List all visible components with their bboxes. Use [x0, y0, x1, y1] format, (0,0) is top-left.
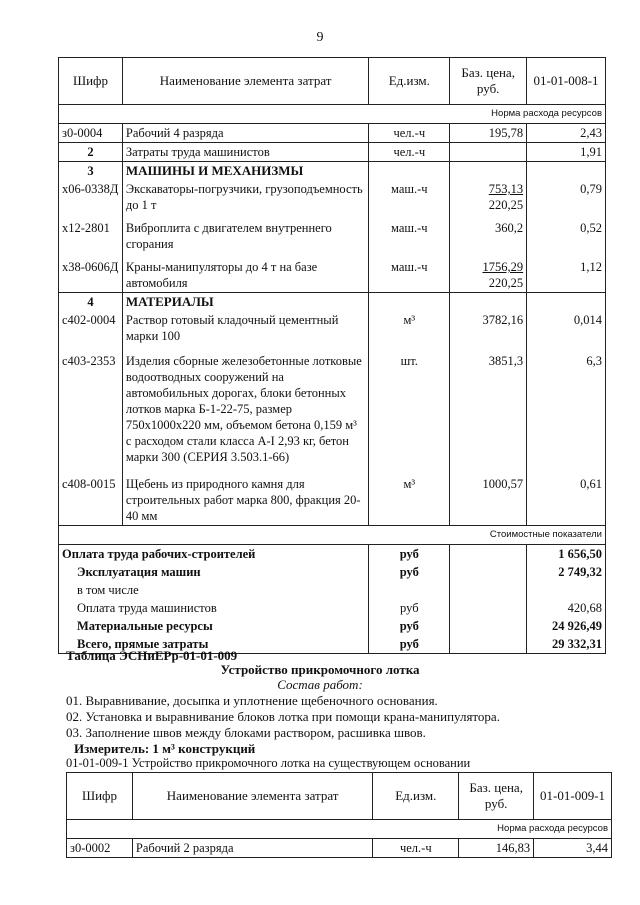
table-title: Таблица ЭСНиЕРр-01-01-009 [66, 648, 238, 663]
cost-value: 2 749,32 [527, 563, 606, 581]
work-step: 03. Заполнение швов между блоками раствором, расшивка швов. [66, 725, 426, 740]
cost-unit: руб [369, 599, 450, 617]
row-price: 146,83 [459, 839, 534, 858]
cost-unit [369, 581, 450, 599]
cost-value: 29 332,31 [527, 635, 606, 654]
table-row [59, 345, 606, 466]
row-name: Виброплита с двигателем внутреннего сгорания [122, 214, 368, 253]
row-name: Щебень из природного камня для строительных работ марка 800, фракция 20-40 мм [122, 466, 368, 526]
row-norm: 2,43 [527, 124, 606, 143]
cost-row [59, 545, 606, 564]
row-code: з0-0002 [67, 839, 133, 858]
resource-table-2 [66, 772, 612, 858]
row-norm: 0,79 [527, 180, 606, 214]
row-unit: шт. [369, 345, 450, 466]
cost-unit: руб [369, 617, 450, 635]
table-row [59, 311, 606, 345]
row-unit: маш.-ч [369, 214, 450, 253]
row-price: 3851,3 [450, 345, 527, 466]
cost-row [59, 581, 606, 599]
section-title: МАТЕРИАЛЫ [122, 293, 368, 312]
table-row [67, 839, 612, 858]
work-step: 02. Установка и выравнивание блоков лотка при помощи крана-манипулятора. [66, 709, 500, 724]
cost-value [527, 581, 606, 599]
row-unit: м³ [369, 466, 450, 526]
section-title: МАШИНЫ И МЕХАНИЗМЫ [122, 162, 368, 181]
resource-table-1 [58, 57, 606, 654]
row-code: х06-0338Д [59, 180, 123, 214]
row-code: х12-2801 [59, 214, 123, 253]
row-norm: 1,91 [527, 143, 606, 162]
row-norm: 0,52 [527, 214, 606, 253]
norm-label: Норма расхода ресурсов [59, 105, 606, 124]
row-price: 360,2 [450, 214, 527, 253]
row-code: з0-0004 [59, 124, 123, 143]
row-code: с408-0015 [59, 466, 123, 526]
cost-value: 24 926,49 [527, 617, 606, 635]
row-code: с402-0004 [59, 311, 123, 345]
section-heading: Устройство прикромочного лотка [220, 662, 420, 677]
row-price: 195,78 [450, 124, 527, 143]
norm-label: Норма расхода ресурсов [67, 820, 612, 839]
row-norm: 1,12 [527, 253, 606, 293]
row-norm: 6,3 [527, 345, 606, 466]
table-row [59, 143, 606, 162]
cost-value: 1 656,50 [527, 545, 606, 564]
header-code: Шифр [67, 773, 133, 820]
header-name: Наименование элемента затрат [122, 58, 368, 105]
cost-name: Оплата труда рабочих-строителей [59, 545, 369, 564]
row-price: 1756,29 [482, 260, 524, 274]
row-name: Экскаваторы-погрузчики, грузоподъемность до 1 т [122, 180, 368, 214]
row-norm: 0,61 [527, 466, 606, 526]
cost-value: 420,68 [527, 599, 606, 617]
cost-label: Стоимостные показатели [59, 526, 606, 545]
page-number: 9 [316, 30, 324, 45]
row-unit: чел.-ч [369, 143, 450, 162]
section-number: 4 [59, 293, 123, 312]
cost-name: Материальные ресурсы [59, 617, 369, 635]
table-row [59, 124, 606, 143]
cost-row [59, 563, 606, 581]
header-unit: Ед.изм. [369, 58, 450, 105]
row-price: 753,13 [488, 182, 524, 196]
cost-row [59, 599, 606, 617]
header-unit: Ед.изм. [373, 773, 459, 820]
cost-unit: руб [369, 545, 450, 564]
cost-unit: руб [369, 563, 450, 581]
row-unit: м³ [369, 311, 450, 345]
header-norm-code: 01-01-009-1 [534, 773, 612, 820]
table-row [59, 466, 606, 526]
row-price-secondary: 220,25 [488, 276, 524, 290]
cost-row [59, 617, 606, 635]
cost-name: Всего, прямые затраты [59, 635, 369, 654]
row-name: Раствор готовый кладочный цементный марки 100 [122, 311, 368, 345]
row-price-secondary: 220,25 [488, 198, 524, 212]
row-price: 3782,16 [450, 311, 527, 345]
header-name: Наименование элемента затрат [132, 773, 372, 820]
row-name: Рабочий 2 разряда [132, 839, 372, 858]
table-row [59, 253, 606, 293]
row-norm: 3,44 [534, 839, 612, 858]
row-code: 2 [59, 143, 123, 162]
row-unit: чел.-ч [369, 124, 450, 143]
work-step: 01. Выравнивание, досыпка и уплотнение щебеночного основания. [66, 693, 438, 708]
sub-item-title: 01-01-009-1 Устройство прикромочного лотка на существующем основании [66, 756, 471, 770]
header-code: Шифр [59, 58, 123, 105]
cost-unit: руб [369, 635, 450, 654]
row-unit: маш.-ч [369, 253, 450, 293]
header-price: Баз. цена, руб. [450, 58, 527, 105]
table-row [59, 180, 606, 214]
row-unit: чел.-ч [373, 839, 459, 858]
header-norm-code: 01-01-008-1 [527, 58, 606, 105]
row-code: х38-0606Д [59, 253, 123, 293]
row-unit: маш.-ч [369, 180, 450, 214]
cost-name: Оплата труда машинистов [59, 599, 369, 617]
composition-label: Состав работ: [277, 677, 363, 692]
row-code: с403-2353 [59, 345, 123, 466]
table-row [59, 214, 606, 253]
cost-name: в том числе [59, 581, 369, 599]
cost-name: Эксплуатация машин [59, 563, 369, 581]
header-price: Баз. цена, руб. [459, 773, 534, 820]
row-price [450, 143, 527, 162]
row-name: Изделия сборные железобетонные лотковые водоотводных сооружений на автомобильных дорогах, блоки бетонных лотков марка Б-1-22-75, размер 750х1000х220 мм, объемом бетона 0,159 м³ с расходом стали класса А-I 2,93 кг, бетон марки 300 (СЕРИЯ 3.503.1-66) [122, 345, 368, 466]
row-name: Затраты труда машинистов [122, 143, 368, 162]
row-name: Рабочий 4 разряда [122, 124, 368, 143]
measure-unit: Измеритель: 1 м³ конструкций [74, 741, 256, 756]
row-name: Краны-манипуляторы до 4 т на базе автомобиля [122, 253, 368, 293]
section-number: 3 [59, 162, 123, 181]
row-norm: 0,014 [527, 311, 606, 345]
row-price: 1000,57 [450, 466, 527, 526]
